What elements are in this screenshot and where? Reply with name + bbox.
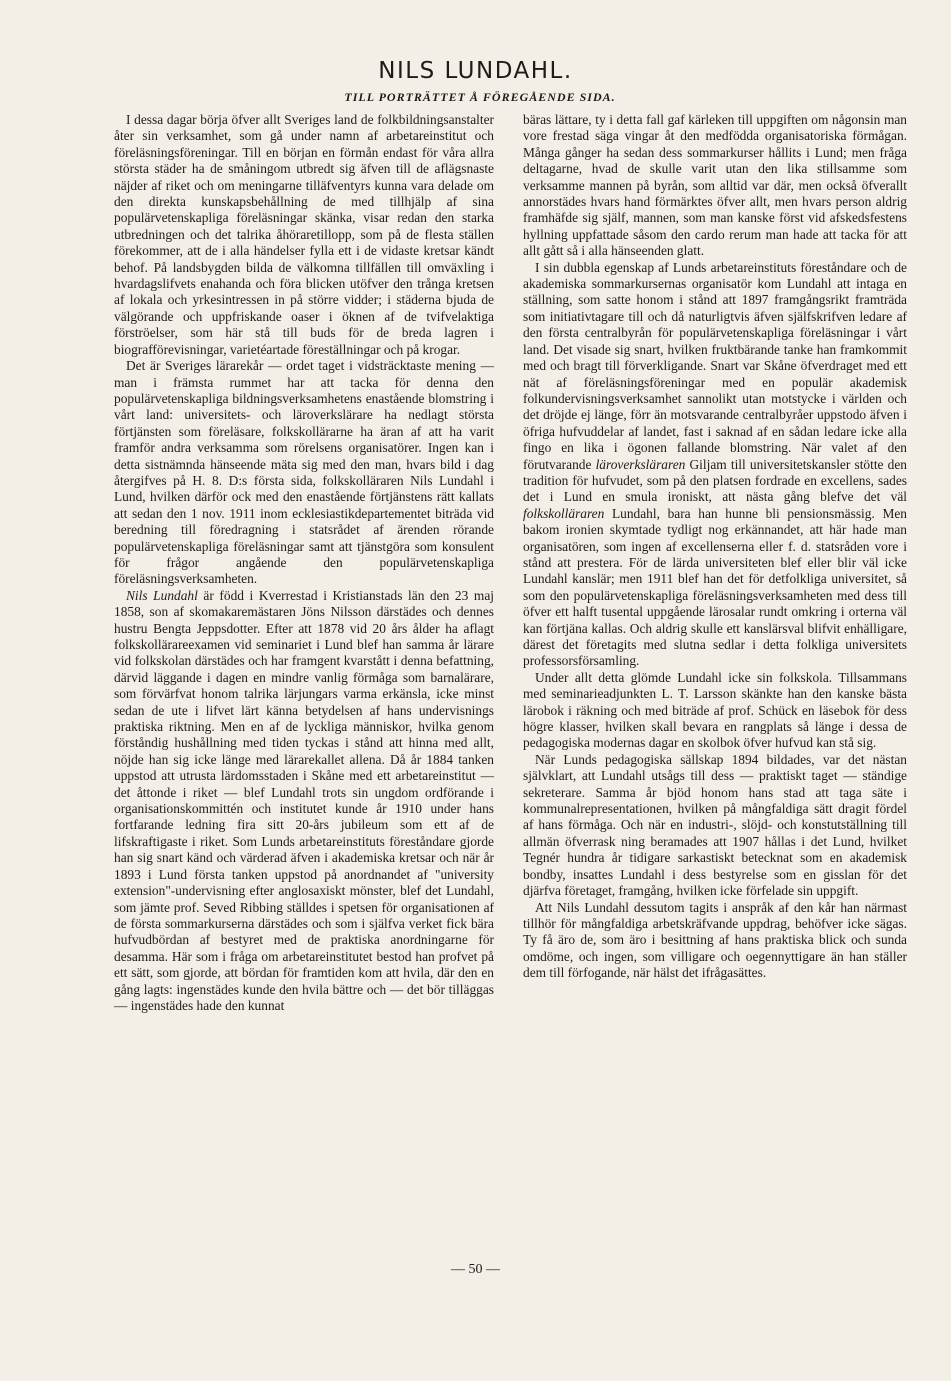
italic-name: Nils Lundahl [126,587,198,603]
paragraph [114,588,494,1015]
paragraph-text: I sin dubbla egenskap af Lunds arbetareinstituts föreståndare och de akademiska sommarkursernas organisatör kom Lundahl att intaga en ställning, som satte honom i stånd att 1897 framgångsrikt framträda som initiativtagare till och då naturligtvis äfven själfskrifven ledare af den första centralbyrån för populärvetenskapliga föreläsningar i vårt land. Det visade sig snart, hvilken fruktbärande tanke han framkommit med och bragt till förverkligande. Snart var Skåne öfverdraget med ett nät af föreläsningsföreningar med en populär akademisk folkundervisningsverksamhet sannolikt utan motstycke i världen och det dröjde ej länge, förr än motsvarande centralbyråer uppstodo äfven i öfriga hufvuddelar af landet, fast i saknad af en sådan ledare icke alla fingo en lika i ögonen fallande blomstring. När valet af den förutvarande [523,259,907,472]
paragraph-text: är född i Kverrestad i Kristianstads län den 23 maj 1858, son af skomakaremästaren Jöns Nilsson därstädes och dennes hustru Bengta Jeppsdotter. Efter att 1878 vid 20 års ålder ha aflagt folkskollärareexamen vid seminariet i Lund blef han samma år lärare vid folkskolan därstädes och har framgent kvarstått i denna befattning, därvid läggande i dagen en mindre vanlig förmåga som barnalärare, som förvärfvat honom talrika lärjungars varma erkänsla, icke minst sedan de ute i lifvet lärt känna betydelsen af hans undervisnings praktiska riktning. Men en af de lyckliga människor, hvilka genom förståndig hushållning med tiden tyckas i stånd att hinna med allt, nöjde han sig icke länge med lärarekallet allena. Då år 1884 tanken uppstod att utrusta lärdomsstaden i Skåne med ett arbetareinstitut — det åttonde i riket — blef Lundahl trots sin ungdom ordförande i organisationskommittén och institutet kunde år 1910 under hans fortfarande ledning fira sitt 20-års jubileum som ett af de lifskraftigaste i riket. Som Lunds arbetareinstituts föreståndare gjorde han sig snart känd och värderad äfven i akademiska kretsar och när år 1893 i Lund första tanken uppstod på anordnandet af "university extension"-undervisning efter anglosaxiskt mönster, blef det Lundahl, som jämte prof. Seved Ribbing ställdes i spetsen för organisationen af de första sommarkurserna därstädes och som i själfva verket fick bära hufvudbördan af bestyret med de praktiska anordningarne för desamma. Här som i fråga om arbetareinstitutet bestod han profvet på ett sätt, som gjorde, att bördan för framtiden kom att hvila, där den en gång lagts: ingenstädes kunde den hvila bättre och — det bör tilläggas — ingenstädes hade den kunnat [114,587,494,1013]
paragraph: När Lunds pedagogiska sällskap 1894 bildades, var det nästan självklart, att Lundahl utsågs till dess — praktiskt taget — ständige sekreterare. Samma år bjöd honom hans stad att taga säte i kommunalrepresentationen, hvilken på mångfaldiga sätt dragit fördel af hans förmåga. Och när en industri-, slöjd- och konstutställning till allmän öfverrask ning beramades att 1907 hållas i det Lund, hvilket Tegnér hundra år tidigare sarkastiskt betecknat som en akademisk bondby, insattes Lundahl i dess bestyrelse som en gisslan för det djärfva företaget, framgång, hvilken icke förfelade sin uppgift. [523,751,907,899]
paragraph: bäras lättare, ty i detta fall gaf kärleken till uppgiften om någonsin man vore frestad säga vingar åt den medfödda organisatoriska förmågan. Många gånger ha sedan dess sommarkurser hållits i Lund; men fråga deltagarne, hvad de skulle varit utan den lika stillsamme som verksamme mannen på byrån, som alltid var där, men också öfverallt annorstädes hvars hand förmärktes öfver allt, men hvars person aldrig framhäfde sig själf, mannen, som man kanske först vid afskedsfestens hyllning uppfattade såsom den cardo rerum man hade att tacka för att allt gått så i alla hänseenden glatt. [523,112,907,259]
right-column [523,112,907,982]
paragraph [523,260,907,670]
paragraph: Under allt detta glömde Lundahl icke sin folkskola. Tillsammans med seminarieadjunkten L. T. Larsson skänkte han den kanske bästa lärobok i räkning och med biträde af prof. Schück en läsebok för dess högre klasser, hvilken skall bevara en rangplats så länge i dessa de pedagogiska modernas dagar en skolbok öfver hufvud kan stå sig. [523,669,907,751]
article-subtitle: TILL PORTRÄTTET Å FÖREGÅENDE SIDA. [344,90,616,104]
paragraph-text: Giljam till universitetskansler stötte den tradition för hufvudet, som på den platsen fordrade en excellens, sades det i Lund en smula ironiskt, att nästa gång blefve det väl [523,456,907,505]
paragraph: Det är Sveriges lärarekår — ordet taget i vidsträcktaste mening — man i främsta rummet har att tacka för denna den populärvetenskapliga bildningsverksamhetens enastående blomstring i vårt land: universitets- och läroverkslärare ha nedlagt största förtjänsten som föreläsare, folkskollärarne ha äran af att ha varit framför andra verksamma som rörelsens organisatörer. Ingen kan i detta sistnämnda hänseende mäta sig med den man, hvars bild i dag återgifves på H. 8. D:s första sida, folkskolläraren Nils Lundahl i Lund, hvilken därför ock med den enastående förtjänstens rätt kallats att sedan den 1 nov. 1911 inom ecklesiastikdepartementet biträda vid beredning till föredragning i statsrådet af ärenden rörande populärvetenskapliga föreläsningar samt att tjänstgöra som konsulent för frågor angående den populärvetenskapliga föreläsningsverksamheten. [114,358,494,587]
italic-term: läroverksläraren [595,456,686,472]
paragraph-text: Lundahl, bara han hunne bli pensionsmässig. Men bakom ironien skymtade tydligt nog erkännandet, att här hade man organisatören, som ingen af excellenserna eller f. d. statsråden vore i stånd att prestera. För de lärda universiteten blef eller blir väl icke Lundahl kanslär; men 1911 blef han det för detfolkliga universitet, så som den populärvetenskapliga föreläsningsverksamheten med dess till öfver ett halft tusental uppgående lärosalar rundt omkring i orterna väl kan förtjäna kallas. Och aldrig skulle ett kanslärsval blifvit enhälligare, därest det företagits med slutna sedlar i detta folkliga universitets professorsförsamling. [523,505,907,669]
left-column [114,112,494,1014]
paragraph: Att Nils Lundahl dessutom tagits i anspråk af den kår han närmast tillhör för mångfaldiga arbetskräfvande uppdrag, behöfver icke sägas. Ty få äro de, som äro i besittning af hans praktiska blick och sunda omdöme, och ingen, som villigare och oegennyttigare än han ställer dem till förfogande, när hälst det ifrågasättes. [523,899,907,981]
italic-term: folkskolläraren [523,505,605,521]
paragraph: I dessa dagar börja öfver allt Sveriges land de folkbildningsanstalter åter sin verksamhet, som gå under namn af arbetareinstitut och föreläsningsföreningar. Till en början en förmån endast för våra allra största städer ha de småningom utbredt sig äfven till de aflägsnaste näjder af riket och om meningarne tilläfventyrs kunna vara delade om den direkta kunskapsbehållning de med tillhjälp af sina populärvetenskapliga föreläsningar skänka, visar redan den starka utbredningen och det talrika åhöraretillopp, som på de flesta ställen förekommer, att de i alla händelser fylla ett i de vidaste kretsar kändt behof. På landsbygden bilda de välkomna tillfällen till omväxling i hvardagslifvets enahanda och föra blicken utöfver den trånga kretsen af lokala och yrkesintressen in på större vidder; i städerna bjuda de välgörande och uppfriskande oaser i öknen af de tvifvelaktiga förströelser, som här stå till buds för de breda lagren i biografförevisningar, varietéartade föreställningar och på krogar. [114,112,494,357]
page-number: — 50 — [451,1262,500,1277]
article-title: NILS LUNDAHL. [378,58,573,84]
